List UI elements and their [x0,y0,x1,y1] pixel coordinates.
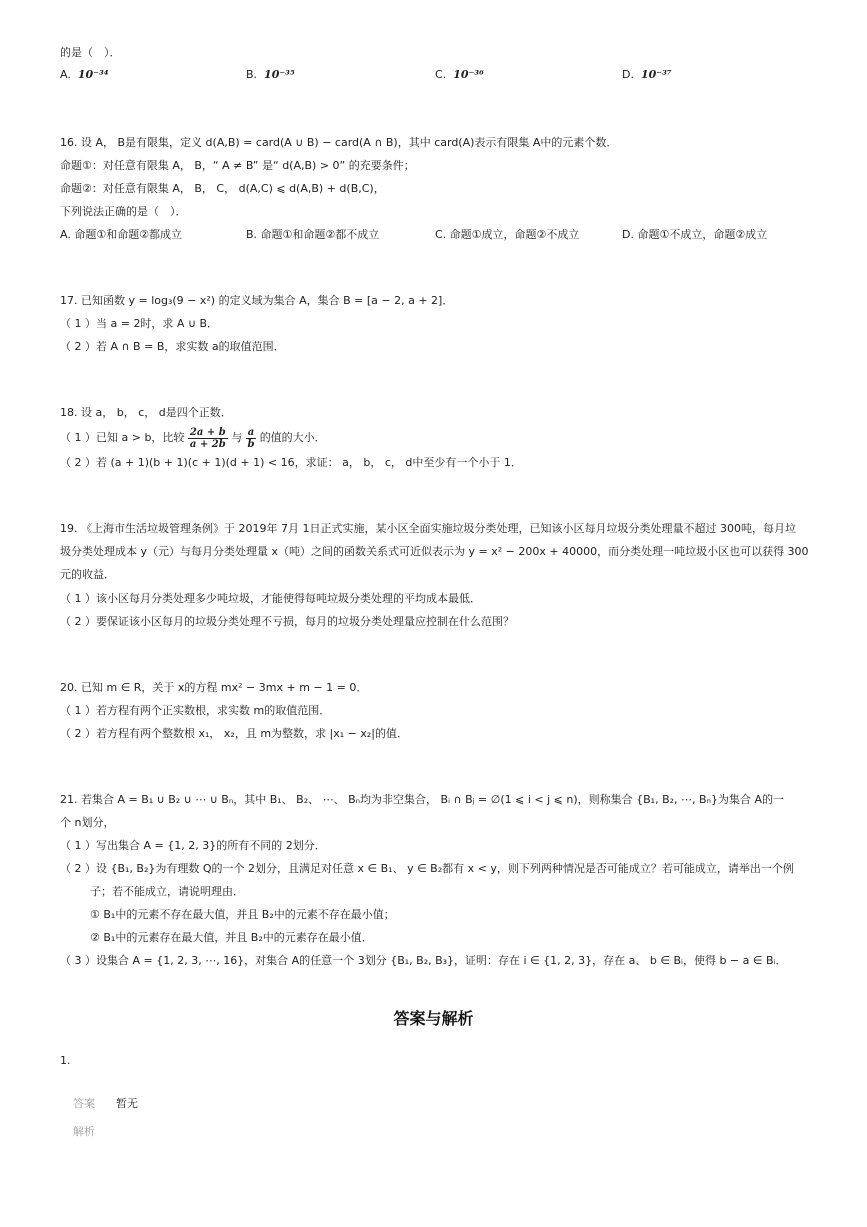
q15-stem-tail: 的是（ ）． [60,46,121,59]
q17-stem: 17. 已知函数 y = log₃(9 − x²) 的定义域为集合 A，集合 B = [a − 2, a + 2]． [60,294,454,307]
answer-item-number: 1. [60,1054,71,1067]
q18-fraction-1: $\frac{2a + b}{a + 2b}$ [189,426,226,450]
q15-option-a: A. 10⁻³⁴ [60,68,109,81]
q19-line-2: 圾分类处理成本 y（元）与每月分类处理量 x（吨）之间的函数关系式可近似表示为 y = x² − 200x + 40000，而分类处理一吨垃圾小区也可以获得 300 [60,545,809,558]
q15-option-c: C. 10⁻³⁶ [435,68,484,81]
q20-sub-1: （ 1 ）若方程有两个正实数根，求实数 m的取值范围． [60,704,331,717]
q16-proposition-1: 命题①：对任意有限集 A， B，“ A ≠ B” 是“ d(A,B) > 0” 的充要条件； [60,159,415,172]
q18-sub-2: （ 2 ）若 (a + 1)(b + 1)(c + 1)(d + 1) < 16，求证： a， b， c， d中至少有一个小于 1． [60,456,522,469]
q21-sub-2-cont: 子；若不能成立，请说明理由． [90,885,244,898]
q21-sub-3: （ 3 ）设集合 A = {1, 2, 3, ⋯, 16}，对集合 A的任意一个 3划分 {B₁, B₂, B₃}，证明：存在 i ∈ {1, 2, 3}，存在 a、 b ∈ Bᵢ，使得 b − a ∈ Bᵢ． [60,954,787,967]
q15-option-d: D. 10⁻³⁷ [622,68,672,81]
q21-case-1: ① B₁中的元素不存在最大值，并且 B₂中的元素不存在最小值； [90,908,395,921]
q17-sub-1: （ 1 ）当 a = 2时，求 A ∪ B． [60,317,219,330]
q16-option-a: A. 命题①和命题②都成立 [60,228,183,241]
answer-label: 答案 [73,1097,95,1110]
q18-sub-1: （ 1 ）已知 a > b，比较 $\frac{2a + b}{a + 2b}$ 与 $\frac{a}{b}$ 的值的大小． [60,426,326,450]
q18-fraction-2: $\frac{a}{b}$ [247,426,255,450]
q16-option-b: B. 命题①和命题②都不成立 [246,228,380,241]
q21-sub-2: （ 2 ）设 {B₁, B₂}为有理数 Q的一个 2划分，且满足对任意 x ∈ B₁、 y ∈ B₂都有 x < y，则下列两种情况是否可能成立？若可能成立，请举出一个例 [60,862,794,875]
q21-line-1: 21. 若集合 A = B₁ ∪ B₂ ∪ ⋯ ∪ Bₙ，其中 B₁、 B₂、 ⋯、 Bₙ均为非空集合， Bᵢ ∩ Bⱼ = ∅(1 ⩽ i < j ⩽ n)，则称集合 {B₁, B₂, ⋯, Bₙ}为集合 A的一 [60,793,784,806]
q16-proposition-2: 命题②：对任意有限集 A， B， C， d(A,C) ⩽ d(A,B) + d(B,C)， [60,182,385,195]
q20-sub-2: （ 2 ）若方程有两个整数根 x₁， x₂，且 m为整数，求 |x₁ − x₂|的值． [60,727,408,740]
analysis-label: 解析 [73,1125,95,1138]
q16-ask: 下列说法正确的是（ ）． [60,205,187,218]
q21-case-2: ② B₁中的元素存在最大值，并且 B₂中的元素存在最小值． [90,931,373,944]
q17-sub-2: （ 2 ）若 A ∩ B = B，求实数 a的取值范围． [60,340,285,353]
q20-stem: 20. 已知 m ∈ R，关于 x的方程 mx² − 3mx + m − 1 = 0． [60,681,368,694]
answers-title: 答案与解析 [393,1009,474,1028]
q16-option-c: C. 命题①成立，命题②不成立 [435,228,580,241]
q16-stem: 16. 设 A， B是有限集，定义 d(A,B) = card(A ∪ B) − card(A ∩ B)，其中 card(A)表示有限集 A中的元素个数． [60,136,618,149]
answer-value: 暂无 [116,1097,138,1110]
q18-stem: 18. 设 a， b， c， d是四个正数． [60,406,232,419]
q15-option-b: B. 10⁻³⁵ [246,68,295,81]
q19-line-1: 19. 《上海市生活垃圾管理条例》于 2019年 7月 1日正式实施，某小区全面实施垃圾分类处理，已知该小区每月垃圾分类处理量不超过 300吨，每月垃 [60,522,796,535]
q16-option-d: D. 命题①不成立，命题②成立 [622,228,768,241]
q21-line-2: 个 n划分， [60,816,115,829]
q19-sub-2: （ 2 ）要保证该小区每月的垃圾分类处理不亏损，每月的垃圾分类处理量应控制在什么范围？ [60,615,514,628]
q19-line-3: 元的收益． [60,568,115,581]
q21-sub-1: （ 1 ）写出集合 A = {1, 2, 3}的所有不同的 2划分． [60,839,326,852]
q19-sub-1: （ 1 ）该小区每月分类处理多少吨垃圾，才能使得每吨垃圾分类处理的平均成本最低． [60,592,481,605]
